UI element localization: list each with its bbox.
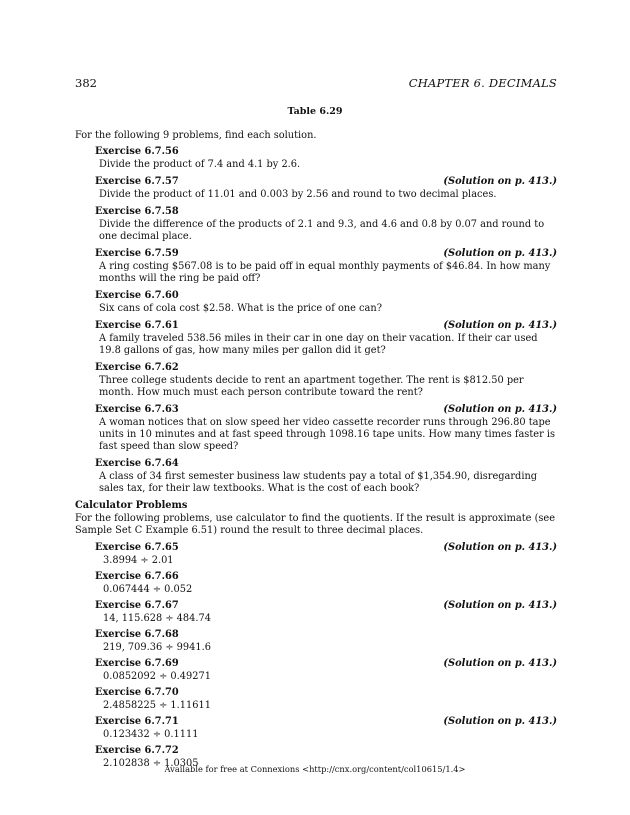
exercise-item <box>95 458 557 495</box>
exercise-text: 2.4858225 ÷ 1.11611 <box>103 700 211 711</box>
exercise-title: Exercise 6.7.66 <box>95 571 179 582</box>
exercise-item <box>95 629 557 654</box>
exercise-item <box>95 362 557 399</box>
exercise-text: A class of 34 first semester business law students pay a total of $1,354.90, disregarding sales tax, for their law textbooks. What is the cost of each book? <box>99 471 538 494</box>
exercise-title: Exercise 6.7.60 <box>95 290 179 301</box>
exercise-item <box>95 248 557 285</box>
exercise-title: Exercise 6.7.59 <box>95 248 179 259</box>
exercise-item <box>95 716 557 741</box>
exercise-title: Exercise 6.7.68 <box>95 629 179 640</box>
solution-link[interactable]: (Solution on p. 413.) <box>443 600 557 611</box>
exercise-text: 219, 709.36 ÷ 9941.6 <box>103 642 211 653</box>
exercise-title: Exercise 6.7.64 <box>95 458 179 469</box>
section-heading: Calculator Problems <box>75 500 188 511</box>
exercise-item <box>95 542 557 567</box>
exercise-text: A woman notices that on slow speed her video cassette recorder runs through 296.80 tape units in 10 minutes and at fast speed through 1098.16 tape units. How many times faster is fast speed than slow speed? <box>99 417 556 452</box>
exercise-text: 0.0852092 ÷ 0.49271 <box>103 671 211 682</box>
exercise-text: Six cans of cola cost $2.58. What is the price of one can? <box>99 303 382 314</box>
exercise-title: Exercise 6.7.70 <box>95 687 179 698</box>
exercise-text: Three college students decide to rent an apartment together. The rent is $812.50 per month. How much must each person contribute toward the rent? <box>99 375 524 398</box>
footer: Available for free at Connexions <http://cnx.org/content/col10615/1.4> <box>164 764 466 774</box>
exercise-text: 0.123432 ÷ 0.1111 <box>103 729 199 740</box>
exercise-title: Exercise 6.7.62 <box>95 362 179 373</box>
page-content <box>75 130 557 774</box>
exercise-text: Divide the difference of the products of 2.1 and 9.3, and 4.6 and 0.8 by 0.07 and round to one decimal place. <box>99 219 545 242</box>
solution-link[interactable]: (Solution on p. 413.) <box>443 404 557 415</box>
solution-link[interactable]: (Solution on p. 413.) <box>443 716 557 727</box>
exercise-item <box>95 290 557 315</box>
exercise-item <box>95 687 557 712</box>
exercise-text: A family traveled 538.56 miles in their car in one day on their vacation. If their car used 19.8 gallons of gas, how many miles per gallon did it get? <box>99 333 538 356</box>
exercise-item <box>95 320 557 357</box>
exercise-title: Exercise 6.7.58 <box>95 206 179 217</box>
solution-link[interactable]: (Solution on p. 413.) <box>443 542 557 553</box>
exercise-item <box>95 571 557 596</box>
exercise-item <box>95 658 557 683</box>
exercise-list <box>75 146 557 495</box>
exercise-title: Exercise 6.7.65 <box>95 542 179 553</box>
exercise-set-intro: For the following 9 problems, find each solution. <box>75 130 317 141</box>
exercise-title: Exercise 6.7.57 <box>95 176 179 187</box>
solution-link[interactable]: (Solution on p. 413.) <box>443 320 557 331</box>
exercise-text: Divide the product of 11.01 and 0.003 by 2.56 and round to two decimal places. <box>99 189 497 200</box>
exercise-item <box>95 206 557 243</box>
solution-link[interactable]: (Solution on p. 413.) <box>443 658 557 669</box>
section-intro: For the following problems, use calculator to find the quotients. If the result is approximate (see Sample Set C Example 6.51) round the result to three decimal places. <box>75 513 556 536</box>
chapter-title: CHAPTER 6. DECIMALS <box>408 76 557 90</box>
exercise-text: 0.067444 ÷ 0.052 <box>103 584 193 595</box>
table-caption: Table 6.29 <box>287 106 343 117</box>
exercise-item <box>95 404 557 453</box>
exercise-title: Exercise 6.7.67 <box>95 600 179 611</box>
exercise-title: Exercise 6.7.63 <box>95 404 179 415</box>
exercise-item <box>95 146 557 171</box>
exercise-title: Exercise 6.7.71 <box>95 716 179 727</box>
solution-link[interactable]: (Solution on p. 413.) <box>443 248 557 259</box>
exercise-title: Exercise 6.7.61 <box>95 320 179 331</box>
solution-link[interactable]: (Solution on p. 413.) <box>443 176 557 187</box>
exercise-item <box>95 176 557 201</box>
exercise-text: 14, 115.628 ÷ 484.74 <box>103 613 211 624</box>
exercise-text: 2.102838 ÷ 1.0305 <box>103 758 199 769</box>
exercise-text: 3.8994 ÷ 2.01 <box>103 555 174 566</box>
exercise-title: Exercise 6.7.56 <box>95 146 179 157</box>
page-number: 382 <box>75 76 97 90</box>
exercise-text: Divide the product of 7.4 and 4.1 by 2.6. <box>99 159 301 170</box>
exercise-item <box>95 600 557 625</box>
exercise-title: Exercise 6.7.72 <box>95 745 179 756</box>
exercise-text: A ring costing $567.08 is to be paid off in equal monthly payments of $46.84. In how many months will the ring be paid off? <box>99 261 551 284</box>
calculator-exercise-list <box>75 542 557 770</box>
exercise-title: Exercise 6.7.69 <box>95 658 179 669</box>
